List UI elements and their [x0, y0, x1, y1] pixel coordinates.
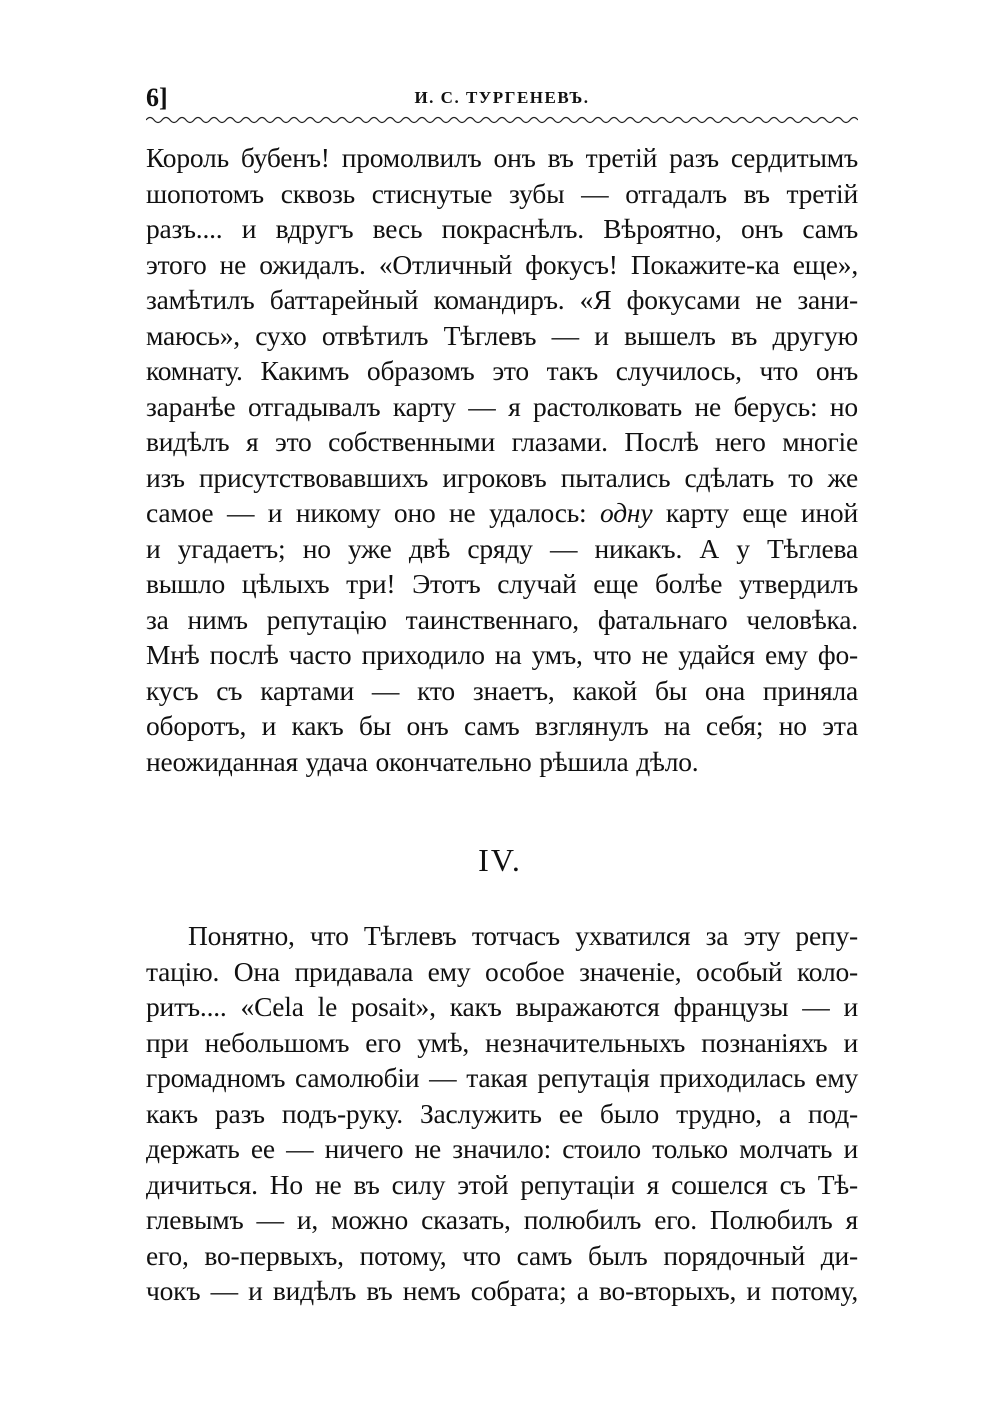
- page-header: [146, 82, 858, 114]
- text-line: шопотомъ сквозь стиснутые зубы — отгадалъ въ третій: [146, 177, 858, 209]
- text-line: видѣлъ я это собственными глазами. Послѣ него многіе: [146, 426, 858, 457]
- text-run: карту еще иной: [665, 497, 858, 528]
- text-line: громадномъ самолюбіи — такая репутація приходилась ему: [146, 1062, 858, 1093]
- text-line: Король бубенъ! промолвилъ онъ въ третій разъ сердитымъ: [146, 142, 858, 173]
- text-line: его, во-первыхъ, потому, что самъ былъ порядочный ди-: [146, 1239, 858, 1271]
- text-line: держать ее — ничего не значило: стоило только молчать и: [146, 1133, 858, 1164]
- text-line: маюсь», сухо отвѣтилъ Тѣглевъ — и вышелъ въ другую: [146, 319, 858, 351]
- text-line: тацію. Она придавала ему особое значеніе, особый коло-: [146, 955, 858, 987]
- text-line-indented: Понятно, что Тѣглевъ тотчасъ ухватился за эту репу-: [188, 920, 858, 951]
- text-line: ритъ.... «Cela le posait», какъ выражаются французы — и: [146, 991, 858, 1022]
- text-line: глевымъ — и, можно сказать, полюбилъ его. Полюбилъ я: [146, 1204, 858, 1235]
- text-run: самое — и никому оно не удалось:: [146, 497, 587, 528]
- text-line: при небольшомъ его умѣ, незначительныхъ познаніяхъ и: [146, 1026, 858, 1058]
- text-line: оборотъ, и какъ бы онъ самъ взглянулъ на себя; но эта: [146, 710, 858, 741]
- text-line: дичиться. Но не въ силу этой репутаціи я сошелся съ Тѣ-: [146, 1168, 858, 1200]
- text-line: какъ разъ подъ-руку. Заслужить ее было трудно, а под-: [146, 1097, 858, 1129]
- running-head: И. С. ТУРГЕНЕВЪ.: [414, 88, 590, 107]
- text-line: этого не ожидалъ. «Отличный фокусъ! Покажите-ка еще»,: [146, 248, 858, 280]
- text-line: Мнѣ послѣ часто приходило на умъ, что не удайся ему фо-: [146, 639, 858, 670]
- text-line-with-italic: [146, 495, 858, 531]
- text-line: за нимъ репутацію таинственнаго, фатальнаго человѣка.: [146, 603, 858, 635]
- text-line: изъ присутствовавшихъ игроковъ пытались сдѣлать то же: [146, 461, 858, 493]
- text-line: замѣтилъ баттарейный командиръ. «Я фокусами не зани-: [146, 284, 858, 315]
- text-line: вышло цѣлыхъ три! Этотъ случай еще болѣе утвердилъ: [146, 568, 858, 599]
- italic-word: одну: [600, 497, 653, 528]
- paragraph-2: [146, 918, 858, 1309]
- decorative-wavy-rule: [146, 114, 858, 126]
- text-line: неожиданная удача окончательно рѣшила дѣло.: [146, 745, 699, 777]
- page-number: 6]: [146, 83, 168, 112]
- text-line: кусъ съ картами — кто знаетъ, какой бы она приняла: [146, 674, 858, 706]
- text-line: разъ.... и вдругъ весь покраснѣлъ. Вѣроятно, онъ самъ: [146, 213, 858, 244]
- paragraph-1: [146, 140, 858, 779]
- text-line: чокъ — и видѣлъ въ немъ собрата; а во-вторыхъ, и потому,: [146, 1275, 858, 1306]
- text-line: комнату. Какимъ образомъ это такъ случилось, что онъ: [146, 355, 858, 386]
- text-line: и угадаетъ; но уже двѣ сряду — никакъ. А у Тѣглева: [146, 532, 858, 564]
- section-heading: IV.: [478, 842, 522, 878]
- text-line: заранѣе отгадывалъ карту — я растолковать не берусь: но: [146, 390, 858, 422]
